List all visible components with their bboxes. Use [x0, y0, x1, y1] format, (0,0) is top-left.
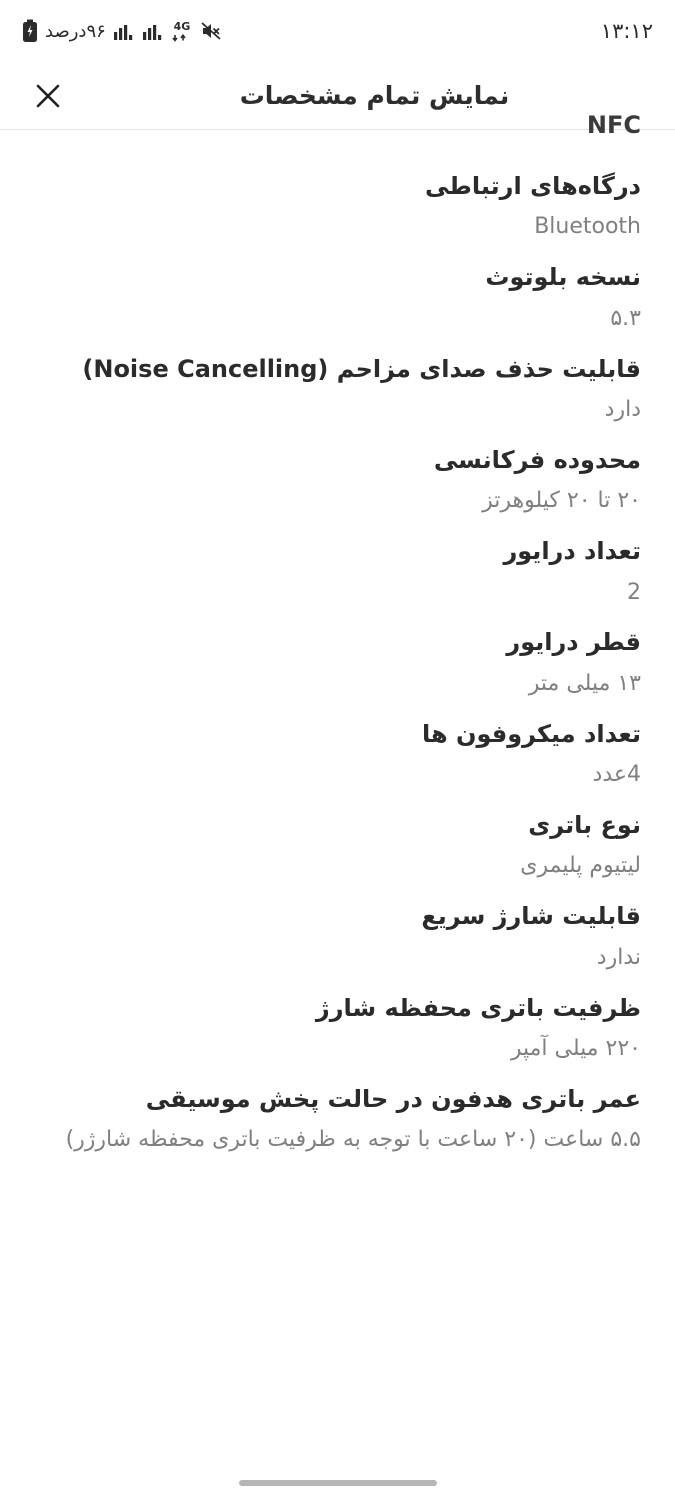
status-bar-left [22, 19, 222, 43]
battery-percent-label: ۹۶درصد [45, 20, 106, 42]
status-bar-right [601, 19, 653, 43]
spec-label: محدوده فرکانسی [433, 445, 641, 474]
specification-list [0, 111, 675, 1156]
spec-label: نسخه بلوتوث [485, 263, 641, 292]
spec-row [34, 335, 641, 426]
battery-charging-icon [22, 19, 38, 43]
spec-value: ۵.۵ ساعت (۲۰ ساعت با توجه به ظرفیت باتری محفظه شارژر) [65, 1127, 641, 1153]
spec-value: دارد [604, 396, 641, 422]
spec-label: قطر درایور [506, 628, 641, 657]
home-indicator[interactable] [239, 1480, 437, 1486]
spec-value: ۱۳ میلی متر [528, 670, 641, 696]
spec-label: NFC [586, 111, 641, 139]
spec-value: ۵.۳ [610, 305, 641, 331]
signal-bars-icon [113, 20, 135, 42]
spec-row [34, 426, 641, 517]
spec-row [34, 882, 641, 973]
spec-row [34, 517, 641, 608]
spec-value: Bluetooth [534, 214, 641, 240]
spec-value: ندارد [596, 944, 641, 970]
spec-value: ۲۰ تا ۲۰ کیلوهرتز [482, 488, 641, 514]
spec-row [34, 608, 641, 699]
spec-label: درگاه‌های ارتباطی [424, 172, 641, 200]
status-clock: ۱۳:۱۲ [600, 19, 653, 43]
volume-mute-icon [200, 20, 222, 42]
spec-label: تعداد میکروفون ها [421, 719, 641, 748]
spec-value: 2 [627, 579, 641, 605]
spec-label: تعداد درایور [503, 537, 641, 566]
page-title: نمایش تمام مشخصات [239, 81, 510, 110]
svg-text:4G: 4G [173, 20, 191, 33]
spec-value: لیتیوم پلیمری [520, 853, 641, 879]
spec-row [34, 1065, 641, 1156]
spec-value: 4عدد [592, 762, 641, 788]
spec-row [34, 974, 641, 1065]
spec-label: قابلیت شارژ سریع [421, 902, 641, 931]
spec-label: قابلیت حذف صدای مزاحم (Noise Cancelling) [82, 354, 641, 383]
spec-row-clipped [34, 111, 641, 152]
spec-row [34, 791, 641, 882]
spec-row [34, 152, 641, 243]
close-icon [33, 81, 63, 111]
spec-row [34, 700, 641, 791]
network-type-icon [171, 19, 193, 43]
spec-label: ظرفیت باتری محفظه شارژ [315, 993, 641, 1022]
spec-label: نوع باتری [528, 810, 641, 839]
spec-value: ۲۲۰ میلی آمپر [510, 1035, 641, 1061]
spec-row [34, 243, 641, 334]
status-bar [0, 0, 675, 62]
signal-bars-icon [142, 20, 164, 42]
spec-label: عمر باتری هدفون در حالت پخش موسیقی [145, 1084, 641, 1113]
